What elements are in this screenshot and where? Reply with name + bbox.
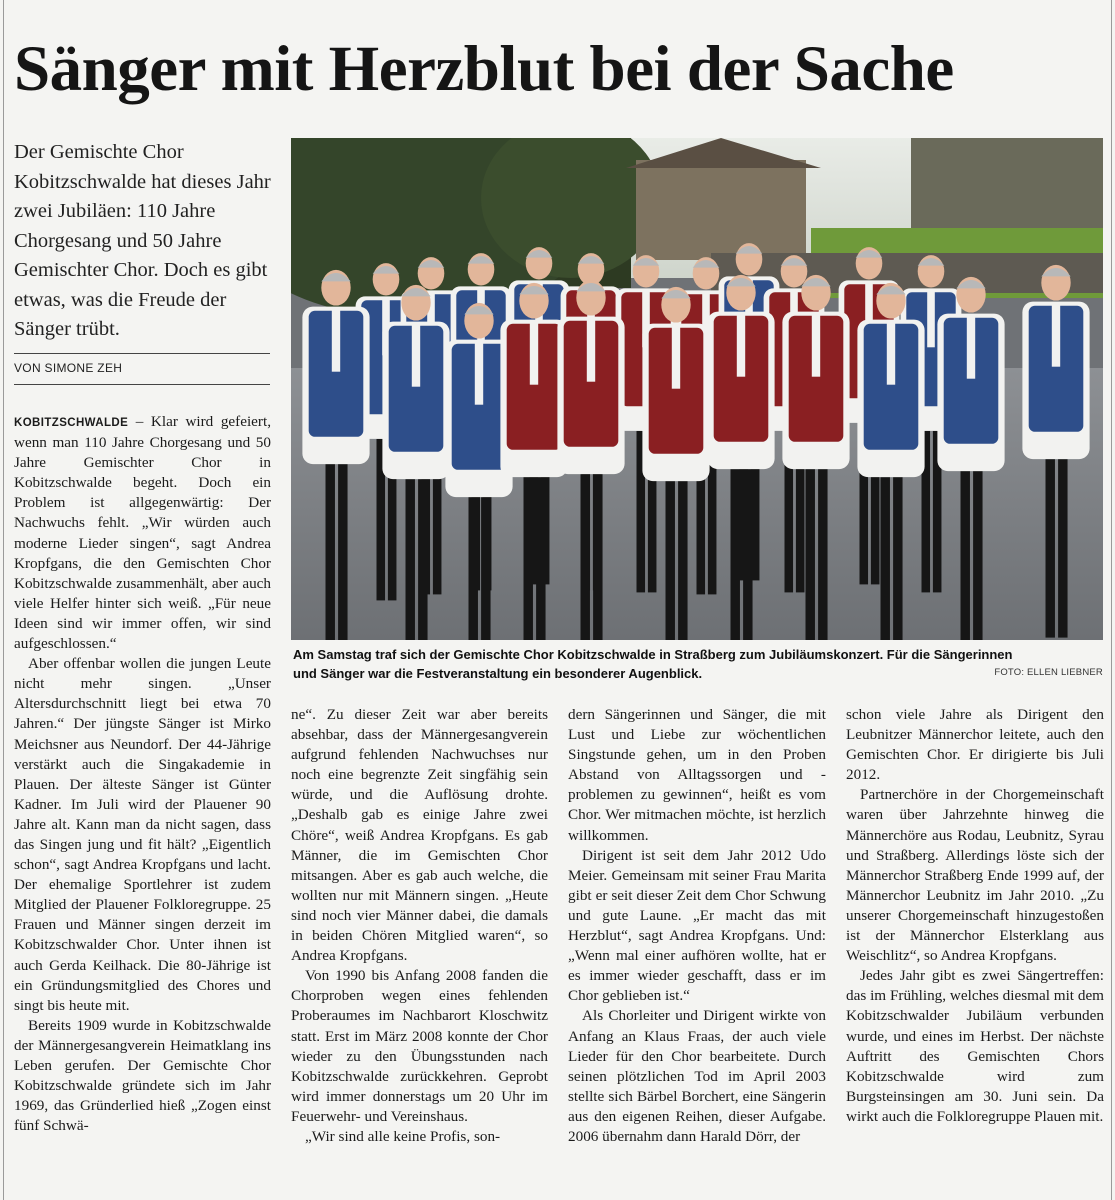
byline-rule-bottom bbox=[14, 384, 270, 385]
article-column-4 bbox=[846, 705, 1104, 1127]
article-paragraph: Aber offenbar wollen die jungen Leute nicht mehr singen. „Unser Altersdurchschnitt liegt bei etwa 70 Jahren.“ Der jüngste Sänger ist Mirko Meichsner aus Neundorf. Der 44-Jährige verstärkt auch die Singakademie in Plauen. Der älteste Sänger ist Günter Kadner. Im Juli wird der Plauener 90 Jahre alt. Kann man da nicht sagen, dass das Singen jung und fit hält? „Eigentlich schon“, sagt Andrea Kropfgans und lacht. Der ehemalige Sportlehrer ist zudem Mitglied der Plauener Folkloregruppe. 25 Frauen und Männer singen derzeit im Kobitzschwalder Chor. Unter ihnen ist auch Gerda Keilhack. Die 80-Jährige ist ein Gründungsmitglied des Chores und singt bis heute mit. bbox=[14, 655, 271, 1014]
article-paragraph: „Wir sind alle keine Profis, son- bbox=[305, 1127, 501, 1145]
article-text: – Klar wird gefeiert, wenn man 110 Jahre Chorgesang und 50 Jahre Gemischter Chor in Kobitzschwalde begeht. Doch ein Problem ist allgegenwärtig: Der Nachwuchs fehlt. „Wir würden auch moderne Lieder singen“, sagt Andrea Kropfgans, die den Gemischten Chor Kobitzschwalde zusammenhält, aber auch viele Helfer hinter sich weiß. „Für neue Ideen sind wir immer offen, wir sind aufgeschlossen.“ bbox=[14, 413, 271, 653]
article-paragraph: ne“. Zu dieser Zeit war aber bereits absehbar, dass der Männergesangverein aufgrund fehlenden Nachwuchses nur noch eine begrenzte Zeit singfähig sein würde, und die Auflösung drohte. „Deshalb gab es einige Jahre zwei Chöre“, weiß Andrea Kropfgans. Es gab Männer, die im Gemischten Chor mitsangen. Aber es gab auch welche, die wollten nur mit Männern singen. „Heute sind noch vier Männer dabei, die damals in beiden Chören Mitglied waren“, so Andrea Kropfgans. bbox=[291, 706, 548, 965]
article-paragraph: Partnerchöre in der Chorgemeinschaft waren über Jahrzehnte hinweg die Männerchöre aus Rodau, Leubnitz, Syrau und Straßberg. Allerdings löste sich der Männerchor Straßberg Ende 1999 auf, der Männerchor Leubnitz im Jahr 2010. „Zu unserer Chorgemeinschaft hinzugestoßen ist der Männerchor Elsterklang aus Weischlitz“, so Andrea Kropfgans. bbox=[846, 786, 1104, 965]
headline: Sänger mit Herzblut bei der Sache bbox=[14, 33, 954, 105]
photo-caption: Am Samstag traf sich der Gemischte Chor Kobitzschwalde in Straßberg zum Jubiläumskonzert. Für die Sängerinnen und Sänger war die Festveranstaltung ein besonderer Augenblick. bbox=[293, 647, 1013, 681]
lead-paragraph: Der Gemischte Chor Kobitzschwalde hat dieses Jahr zwei Jubiläen: 110 Jahre Chorgesang und 50 Jahre Gemischter Chor. Doch es gibt etwas, was die Freude der Sänger trübt. bbox=[14, 141, 271, 340]
article-paragraph: Von 1990 bis Anfang 2008 fanden die Chorproben wegen eines fehlenden Proberaumes im Nachbarort Kloschwitz statt. Erst im März 2008 konnte der Chor wieder zu den Übungsstunden nach Kobitzschwalde zurückkehren. Geprobt wird immer donnerstags um 20 Uhr im Feuerwehr- und Vereinshaus. bbox=[291, 967, 548, 1125]
byline: VON SIMONE ZEH bbox=[14, 361, 123, 375]
dateline: KOBITZSCHWALDE bbox=[14, 417, 129, 429]
page-border-left bbox=[3, 0, 4, 1200]
photo-credit: FOTO: ELLEN LIEBNER bbox=[994, 667, 1103, 678]
byline-rule-top bbox=[14, 353, 270, 354]
house bbox=[636, 160, 806, 260]
choir-photo bbox=[291, 138, 1103, 640]
article-column-2 bbox=[291, 705, 548, 1147]
article-column-1 bbox=[14, 412, 271, 1136]
page-border-right bbox=[1111, 0, 1112, 1200]
article-paragraph: dern Sängerinnen und Sänger, die mit Lust und Liebe zur wöchentlichen Singstunde gehen, um in den Proben Abstand von Alltagssorgen und -problemen zu gewinnen“, heißt es vom Chor. Wer mitmachen möchte, ist herzlich willkommen. bbox=[568, 706, 826, 844]
article-paragraph: Als Chorleiter und Dirigent wirkte von Anfang an Klaus Fraas, der auch viele Lieder für den Chor bearbeitete. Durch seinen plötzlichen Tod im April 2003 stellte sich Bärbel Borchert, eine Sängerin aus den eigenen Reihen, dieser Aufgabe. 2006 übernahm dann Harald Dörr, der bbox=[568, 1007, 826, 1145]
article-paragraph: Bereits 1909 wurde in Kobitzschwalde der Männergesangverein Heimatklang ins Leben gerufen. Der Gemischte Chor Kobitzschwalde gründete sich im Jahr 1969, das Gründerlied hieß „Zogen einst fünf Schwä- bbox=[14, 1016, 271, 1135]
article-paragraph: Dirigent ist seit dem Jahr 2012 Udo Meier. Gemeinsam mit seiner Frau Marita gibt er seit dieser Zeit dem Chor Schwung und gute Laune. „Er macht das mit Herzblut“, sagt Andrea Kropfgans. Und: „Wenn mal einer aufhören wollte, hat er es immer wieder geschafft, dass er im Chor geblieben ist.“ bbox=[568, 846, 826, 1005]
article-column-3 bbox=[568, 705, 826, 1147]
choir-photo-illustration bbox=[291, 138, 1103, 640]
article-paragraph: schon viele Jahre als Dirigent den Leubnitzer Männerchor leitete, auch den Gemischten Chor. Er dirigierte bis Juli 2012. bbox=[846, 706, 1104, 784]
article-paragraph: Jedes Jahr gibt es zwei Sängertreffen: das im Frühling, welches diesmal mit dem Kobitzschwalder Jubiläum verbunden wurde, und eines im Herbst. Der nächste Auftritt des Gemischten Chors Kobitzschwalde wird zum Burgsteinsingen am 30. Juni sein. Da wirkt auch die Folkloregruppe Plauen mit. bbox=[846, 967, 1104, 1125]
article-paragraph bbox=[14, 412, 271, 654]
